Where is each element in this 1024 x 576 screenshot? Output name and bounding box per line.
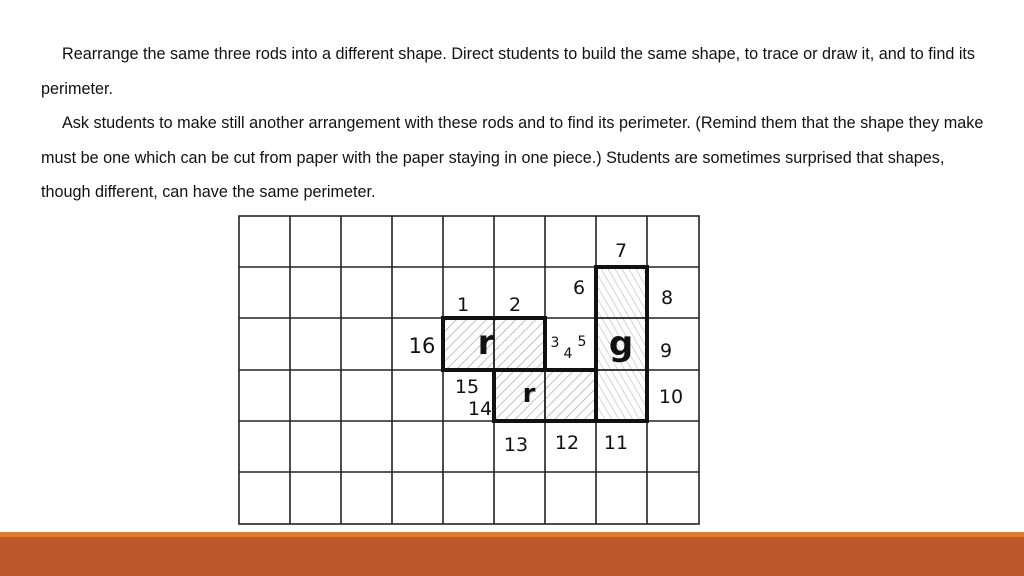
perimeter-label-15: 15 — [454, 376, 480, 398]
perimeter-grid-figure — [236, 213, 704, 528]
footer-bar — [0, 537, 1024, 576]
perimeter-label-7: 7 — [614, 240, 628, 262]
perimeter-label-14: 14 — [467, 398, 493, 420]
rod-label-g: g — [608, 324, 634, 364]
perimeter-label-2: 2 — [508, 294, 522, 316]
perimeter-label-12: 12 — [554, 432, 580, 454]
paragraph-1: Rearrange the same three rods into a different shape. Direct students to build the same shape, to trace or draw it, and to find its perimeter. — [41, 45, 976, 98]
perimeter-label-5: 5 — [577, 334, 587, 350]
perimeter-label-16: 16 — [408, 334, 436, 358]
perimeter-label-3: 3 — [550, 335, 560, 351]
perimeter-label-10: 10 — [658, 386, 684, 408]
perimeter-label-6: 6 — [572, 277, 586, 299]
perimeter-label-9: 9 — [659, 340, 673, 362]
perimeter-label-1: 1 — [456, 294, 470, 316]
paragraph-2: Ask students to make still another arrangement with these rods and to find its perimeter. (Remind them that the shape they make must be one which can be cut from paper with the paper staying in one piece.) Students are sometimes surprised that shapes, though different, can have the same perimeter. — [41, 114, 984, 201]
perimeter-label-8: 8 — [660, 287, 674, 309]
instructions-text — [41, 37, 986, 210]
rod-label-r-2: r — [522, 379, 536, 409]
grid-drawing — [236, 213, 704, 528]
perimeter-label-11: 11 — [603, 432, 629, 454]
perimeter-label-4: 4 — [563, 346, 573, 362]
rod-label-r-1: r — [477, 323, 495, 363]
perimeter-label-13: 13 — [503, 434, 529, 456]
